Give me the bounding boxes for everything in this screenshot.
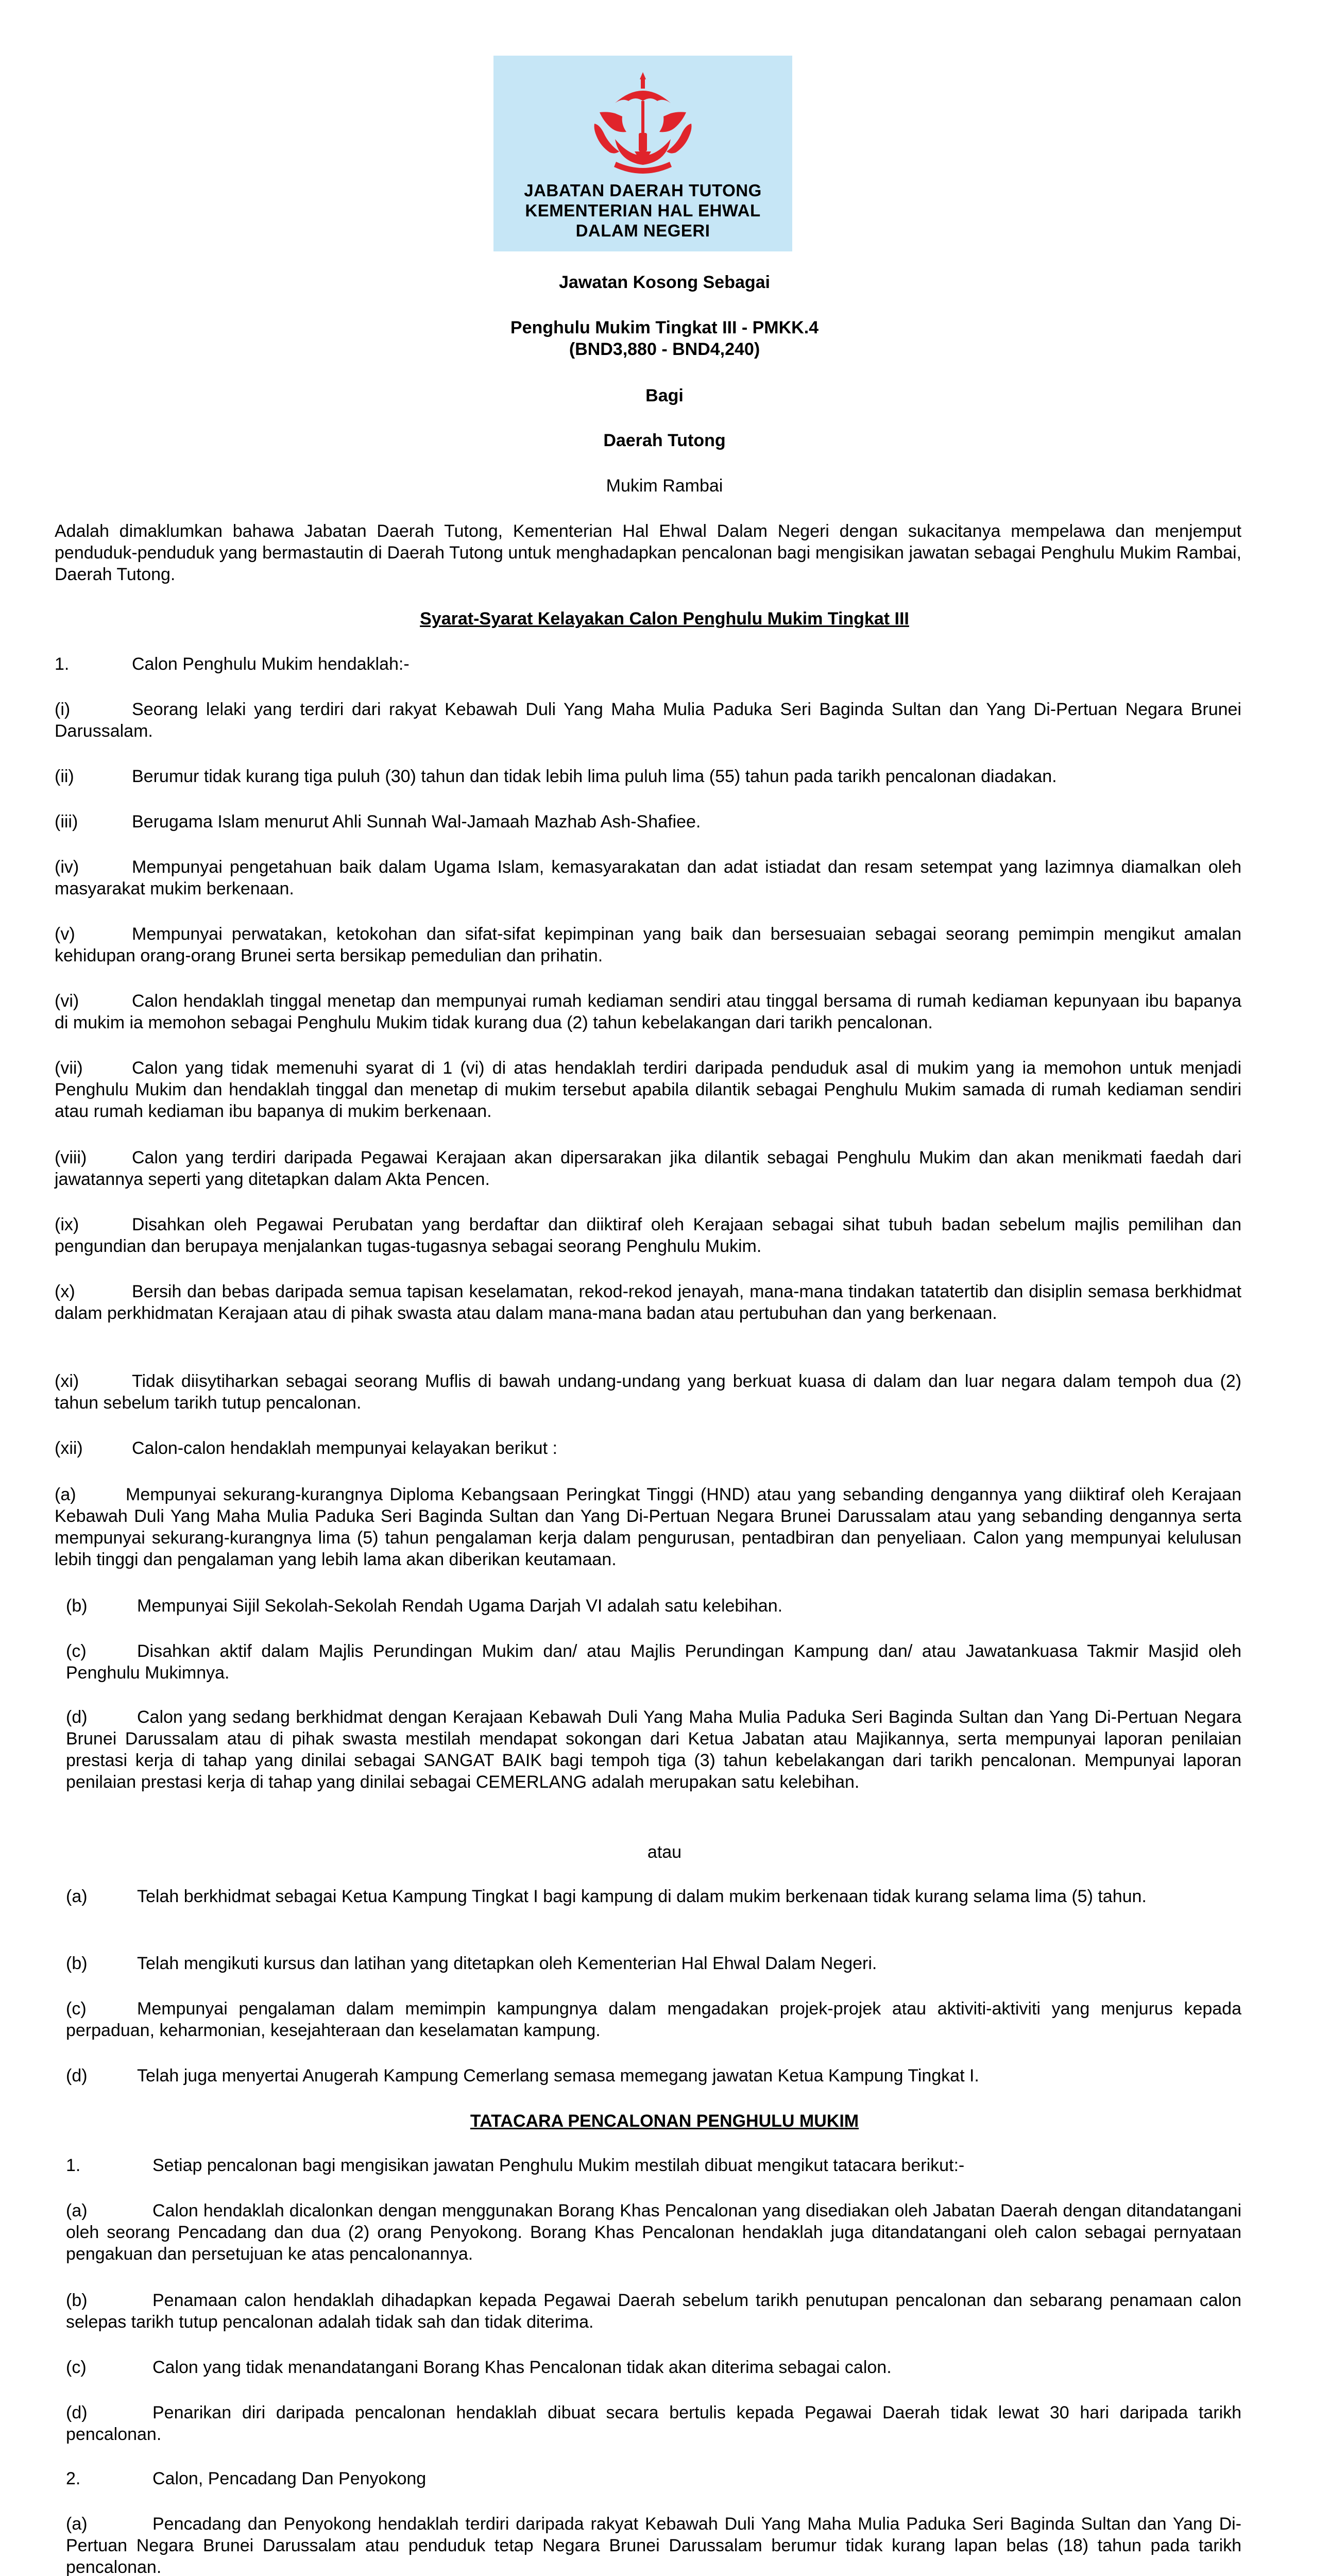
or-separator: atau <box>647 1842 682 1862</box>
item-text: Calon Penghulu Mukim hendaklah:- <box>132 654 410 674</box>
item-text: Telah berkhidmat sebagai Ketua Kampung Tingkat I bagi kampung di dalam mukim berkenaan tidak kurang selama lima (5) tahun. <box>137 1887 1147 1906</box>
item-number: (b) <box>66 2291 88 2310</box>
item-text: Mempunyai pengetahuan baik dalam Ugama Islam, kemasyarakatan dan adat istiadat dan resam setempat yang lazimnya diamalkan oleh masyarakat mukim berkenaan. <box>55 857 1241 899</box>
requirement-iv <box>55 856 1241 900</box>
logo-line-1: JABATAN DAERAH TUTONG <box>524 181 762 200</box>
item-text: Mempunyai pengalaman dalam memimpin kampungnya dalam mengadakan projek-projek atau aktiviti-aktiviti yang menjurus kepada perpaduan, keharmonian, kesejahteraan dan keselamatan kampung. <box>66 1999 1241 2040</box>
item-text: Calon yang tidak menandatangani Borang Khas Pencalonan tidak akan diterima sebagai calon. <box>152 2358 892 2377</box>
item-text: Calon yang tidak memenuhi syarat di 1 (vi) di atas hendaklah terdiri daripada penduduk asal di mukim yang ia memohon untuk menjadi Penghulu Mukim dan hendaklah tinggal dan menetap di mukim tersebut apabila dilantik sebagai Penghulu Mukim samada di rumah kediaman sendiri atau rumah kediaman ibu bapanya di mukim berkenaan. <box>55 1058 1241 1121</box>
item-number: (ii) <box>55 767 74 786</box>
requirement-i <box>55 699 1241 742</box>
item-text: Calon hendaklah dicalonkan dengan menggunakan Borang Khas Pencalonan yang disediakan oleh Jabatan Daerah dengan ditandatangani oleh seorang Pencadang dan dua (2) orang Penyokong. Borang Khas Pencalonan hendaklah juga ditandatangani oleh calon sebagai pernyataan pengakuan dan persetujuan ke atas pencalonannya. <box>66 2201 1241 2264</box>
alt-qualification-a <box>66 1886 1241 1907</box>
procedure-2a <box>66 2513 1241 2576</box>
item-text: Telah mengikuti kursus dan latihan yang ditetapkan oleh Kementerian Hal Ehwal Dalam Negeri. <box>137 1954 877 1973</box>
procedure-1 <box>66 2155 1241 2176</box>
item-text: Mempunyai perwatakan, ketokohan dan sifat-sifat kepimpinan yang baik dan bersesuaian sebagai seorang pemimpin mengikut amalan kehidupan orang-orang Brunei serta bersikap pemedulian dan prihatin. <box>55 924 1241 965</box>
item-text: Tidak diisytiharkan sebagai seorang Muflis di bawah undang-undang yang berkuat kuasa di dalam dan luar negara dalam tempoh dua (2) tahun sebelum tarikh tutup pencalonan. <box>55 1371 1241 1413</box>
item-number: (b) <box>66 1954 88 1973</box>
item-number: (a) <box>55 1485 76 1504</box>
item-number: (vii) <box>55 1058 83 1078</box>
item-number: (c) <box>66 1999 87 2019</box>
position-title: Penghulu Mukim Tingkat III - PMKK.4 <box>510 318 819 337</box>
item-number: (a) <box>66 2514 88 2534</box>
logo-line-3: DALAM NEGERI <box>575 221 710 240</box>
item-number: (xi) <box>55 1371 79 1391</box>
alt-qualification-b <box>66 1953 1241 1974</box>
item-text: Mempunyai sekurang-kurangnya Diploma Kebangsaan Peringkat Tinggi (HND) atau yang sebanding dengannya yang diiktiraf oleh Kerajaan Kebawah Duli Yang Maha Mulia Paduka Seri Baginda Sultan dan Yang Di-Pertuan Negara Brunei Darussalam atau yang sebanding dengannya serta mempunyai sekurang-kurangnya lima (5) tahun pengalaman kerja dalam pengurusan, pentadbiran dan penyeliaan. Calon yang mempunyai kelulusan lebih tinggi dan pengalaman yang lebih lama akan diberikan keutamaan. <box>55 1485 1241 1569</box>
item-text: Disahkan aktif dalam Majlis Perundingan Mukim dan/ atau Majlis Perundingan Kampung dan/ atau Jawatankuasa Takmir Masjid oleh Penghulu Mukimnya. <box>66 1641 1241 1683</box>
item-number: (iii) <box>55 812 78 832</box>
item-number: (b) <box>66 1596 88 1616</box>
requirement-xi <box>55 1370 1241 1414</box>
item-text: Mempunyai Sijil Sekolah-Sekolah Rendah Ugama Darjah VI adalah satu kelebihan. <box>137 1596 783 1616</box>
requirement-iii <box>55 811 1241 833</box>
intro-paragraph: Adalah dimaklumkan bahawa Jabatan Daerah Tutong, Kementerian Hal Ehwal Dalam Negeri dengan sukacitanya mempelawa dan menjemput penduduk-penduduk yang bermastautin di Daerah Tutong untuk menghadapkan pencalonan bagi mengisikan jawatan sebagai Penghulu Mukim Rambai, Daerah Tutong. <box>55 521 1241 584</box>
salary-range: (BND3,880 - BND4,240) <box>569 340 760 359</box>
item-number: (c) <box>66 1641 87 1661</box>
logo-line-2: KEMENTERIAN HAL EHWAL <box>525 201 761 220</box>
requirement-vii <box>55 1057 1241 1122</box>
requirement-1 <box>55 653 1241 675</box>
vacancy-heading: Jawatan Kosong Sebagai <box>559 273 770 292</box>
item-number: (ix) <box>55 1215 79 1234</box>
district-name: Daerah Tutong <box>603 431 726 450</box>
item-number: 1. <box>66 2156 81 2175</box>
for-label: Bagi <box>645 386 684 405</box>
requirement-viii <box>55 1147 1241 1190</box>
item-text: Disahkan oleh Pegawai Perubatan yang berdaftar dan diiktiraf oleh Kerajaan sebagai sihat tubuh badan sebelum majlis pemilihan dan pengundian dan berupaya menjalankan tugas-tugasnya sebagai seorang Penghulu Mukim. <box>55 1215 1241 1256</box>
requirement-x <box>55 1281 1241 1324</box>
alt-qualification-c <box>66 1998 1241 2041</box>
section-title-requirements: Syarat-Syarat Kelayakan Calon Penghulu Mukim Tingkat III <box>420 609 909 629</box>
item-text: Penarikan diri daripada pencalonan hendaklah dibuat secara bertulis kepada Pegawai Daerah tidak lewat 30 hari daripada tarikh pencalonan. <box>66 2403 1241 2444</box>
requirement-xii <box>55 1437 1241 1459</box>
item-number: (d) <box>66 2403 88 2422</box>
requirement-v <box>55 923 1241 967</box>
item-text: Penamaan calon hendaklah dihadapkan kepada Pegawai Daerah sebelum tarikh penutupan pencalonan dan sebarang penamaan calon selepas tarikh tutup pencalonan adalah tidak sah dan tidak diterima. <box>66 2291 1241 2332</box>
item-number: (viii) <box>55 1148 87 1167</box>
item-text: Calon, Pencadang Dan Penyokong <box>152 2469 427 2488</box>
item-text: Calon-calon hendaklah mempunyai kelayakan berikut : <box>132 1438 557 1458</box>
item-text: Calon yang terdiri daripada Pegawai Kerajaan akan dipersarakan jika dilantik sebagai Penghulu Mukim dan akan menikmati faedah dari jawatannya seperti yang ditetapkan dalam Akta Pencen. <box>55 1148 1241 1189</box>
item-number: (xii) <box>55 1438 83 1458</box>
item-text: Setiap pencalonan bagi mengisikan jawatan Penghulu Mukim mestilah dibuat mengikut tatacara berikut:- <box>152 2156 965 2175</box>
item-number: (d) <box>66 2066 88 2086</box>
alt-qualification-d <box>66 2065 1241 2087</box>
requirement-ii <box>55 766 1241 787</box>
item-number: (a) <box>66 2201 88 2221</box>
section-title-procedure: TATACARA PENCALONAN PENGHULU MUKIM <box>470 2111 859 2131</box>
procedure-1b <box>66 2290 1241 2333</box>
qualification-b <box>66 1595 1241 1617</box>
item-number: (c) <box>66 2358 87 2377</box>
item-text: Calon yang sedang berkhidmat dengan Kerajaan Kebawah Duli Yang Maha Mulia Paduka Seri Baginda Sultan dan Yang Di-Pertuan Negara Brunei Darussalam atau di pihak swasta mestilah mendapat sokongan dari Ketua Jabatan atau Majikannya, serta mempunyai laporan penilaian prestasi kerja di tahap yang dinilai sebagai SANGAT BAIK bagi tempoh tiga (3) tahun kebelakangan dari tarikh pencalonan. Mempunyai laporan penilaian prestasi kerja di tahap yang dinilai sebagai CEMERLANG adalah merupakan satu kelebihan. <box>66 1707 1241 1792</box>
item-number: (iv) <box>55 857 79 877</box>
requirement-ix <box>55 1214 1241 1257</box>
procedure-1d <box>66 2402 1241 2445</box>
qualification-d <box>66 1706 1241 1793</box>
item-text: Seorang lelaki yang terdiri dari rakyat Kebawah Duli Yang Maha Mulia Paduka Seri Baginda Sultan dan Yang Di-Pertuan Negara Brunei Darussalam. <box>55 700 1241 741</box>
mukim-name: Mukim Rambai <box>606 476 723 496</box>
item-number: (a) <box>66 1887 88 1906</box>
procedure-2 <box>66 2468 1241 2489</box>
procedure-1c <box>66 2357 1241 2378</box>
item-text: Berumur tidak kurang tiga puluh (30) tahun dan tidak lebih lima puluh lima (55) tahun pada tarikh pencalonan diadakan. <box>132 767 1057 786</box>
item-text: Bersih dan bebas daripada semua tapisan keselamatan, rekod-rekod jenayah, mana-mana tindakan tatatertib dan disiplin semasa berkhidmat dalam perkhidmatan Kerajaan atau di pihak swasta atau dalam mana-mana badan atau pertubuhan dan yang berkenaan. <box>55 1282 1241 1323</box>
qualification-c <box>66 1640 1241 1684</box>
item-number: (d) <box>66 1707 88 1727</box>
item-number: (v) <box>55 924 75 944</box>
item-number: 1. <box>55 654 70 674</box>
requirement-vi <box>55 990 1241 1033</box>
item-number: 2. <box>66 2469 81 2488</box>
item-text: Telah juga menyertai Anugerah Kampung Cemerlang semasa memegang jawatan Ketua Kampung Tingkat I. <box>137 2066 979 2086</box>
item-text: Berugama Islam menurut Ahli Sunnah Wal-Jamaah Mazhab Ash-Shafiee. <box>132 812 701 832</box>
department-logo <box>493 56 792 251</box>
procedure-1a <box>66 2200 1241 2265</box>
item-number: (vi) <box>55 991 79 1011</box>
qualification-a <box>55 1484 1241 1570</box>
item-number: (i) <box>55 700 71 719</box>
item-number: (x) <box>55 1282 75 1301</box>
item-text: Calon hendaklah tinggal menetap dan mempunyai rumah kediaman sendiri atau tinggal bersama di rumah kediaman kepunyaan ibu bapanya di mukim ia memohon sebagai Penghulu Mukim tidak kurang dua (2) tahun kebelakangan dari tarikh pencalonan. <box>55 991 1241 1032</box>
item-text: Pencadang dan Penyokong hendaklah terdiri daripada rakyat Kebawah Duli Yang Maha Mulia Paduka Seri Baginda Sultan dan Yang Di-Pertuan Negara Brunei Darussalam atau penduduk tetap Negara Brunei Darussalam berumur tidak kurang lapan belas (18) tahun pada tarikh pencalonan. <box>66 2514 1241 2576</box>
